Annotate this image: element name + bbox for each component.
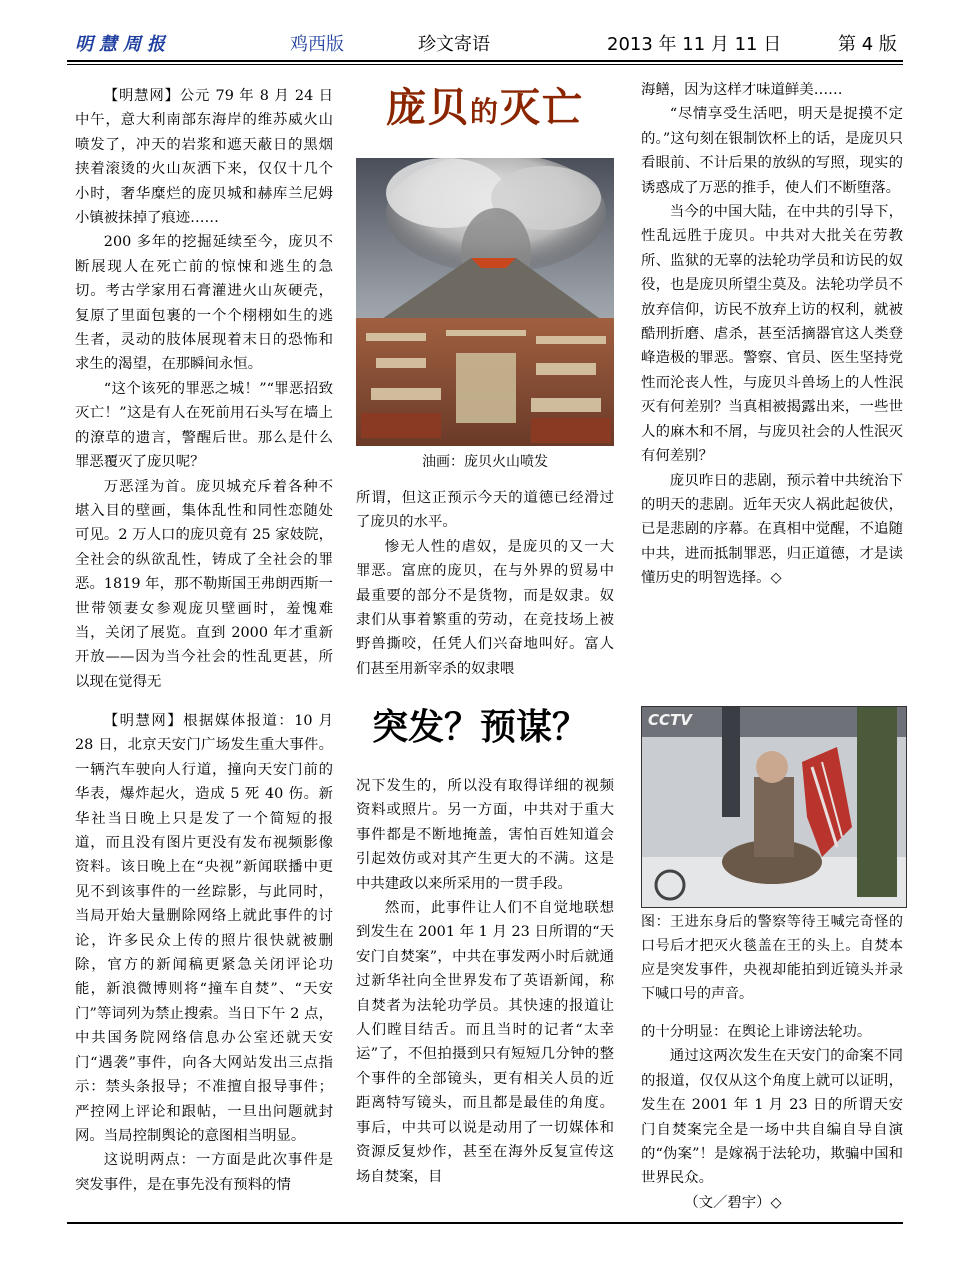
painting-caption: 油画：庞贝火山喷发 — [422, 454, 548, 470]
byline: （文／碧宇）◇ — [684, 1194, 782, 1211]
page-number: 第 4 版 — [838, 34, 897, 55]
paragraph: 况下发生的，所以没有取得详细的视频资料或照片。另一方面，中共对于重大事件都是不断地掩盖，害怕百姓知道会引起效仿或对其产生更大的不满。这是中共建政以来所采用的一贯手段。 — [356, 778, 614, 892]
paragraph: 惨无人性的虐奴，是庞贝的又一大罪恶。富庶的庞贝，在与外界的贸易中最重要的部分不是货物，而是奴隶。奴隶们从事着繁重的劳动，在竞技场上被野兽撕咬，任凭人们兴奋地叫好。富人们甚至用新宰杀的奴隶喂 — [356, 538, 614, 677]
paragraph: 然而，此事件让人们不自觉地联想到发生在 2001 年 1 月 23 日所谓的“天安门自焚案”，中共在事发两小时后就通过新华社向全世界发布了英语新闻，称自焚者为法轮功学员。其快速的报道让人们瞠目结舌。而且当时的记者“太幸运”了，不但拍摄到只有短短几分钟的整个事件的全部镜头，更有相关人员的近距离特写镜头，而且都是最佳的角度。事后，中共可以说是动用了一切媒体和资源反复炒作，甚至在海外反复宣传这场自焚案，目 — [356, 900, 614, 1185]
paragraph: 海鳝，因为这样才味道鲜美…… — [641, 82, 843, 98]
tiananmen-photo-svg — [642, 707, 906, 907]
section-label: 珍文寄语 — [418, 34, 490, 55]
footer-rule — [67, 1222, 903, 1224]
cctv-logo: CCTV — [648, 711, 692, 729]
title-part: 灭亡 — [500, 84, 584, 131]
paragraph: 通过这两次发生在天安门的命案不同的报道，仅仅从这个角度上就可以证明，发生在 2001 年 1 月 23 日的所谓天安门自焚案完全是一场中共自编自导自演的“伪案”！是嫁祸于法轮功，欺骗中国和世界民众。 — [641, 1048, 903, 1187]
volcano-painting-svg — [356, 158, 614, 446]
issue-date: 2013 年 11 月 11 日 — [607, 34, 782, 55]
article2-title: 突发？预谋？ — [371, 707, 588, 748]
header-rule-thin — [67, 64, 903, 65]
article1-column1 — [75, 84, 333, 694]
paragraph: 【明慧网】根据媒体报道：10 月 28 日，北京天安门广场发生重大事件。一辆汽车驶向人行道，撞向天安门前的华表，爆炸起火，造成 5 死 40 伤。新华社当日晚上只是发了一个简短的报道，而且没有图片更没有发布视频影像资料。该日晚上在“央视”新闻联播中更见不到该事件的一丝踪影，与此同时，当局开始大量删除网络上就此事件的讨论，许多民众上传的照片很快就被删除，官方的新闻稿更紧急关闭评论功能，新浪微博则将“撞车自焚”、“天安门”等词列为禁止搜索。当日下午 2 点，中共国务院网络信息办公室还就天安门“遇袭”事件，向各大网站发出三点指示：禁头条报导；不准擅自报导事件；严控网上评论和跟帖，一旦出问题就封网。当局控制舆论的意图相当明显。 — [75, 713, 333, 1144]
paragraph: 万恶淫为首。庞贝城充斥着各种不堪入目的壁画，集体乱性和同性恋随处可见。2 万人口的庞贝竟有 25 家妓院，全社会的纵欲乱性，铸成了全社会的罪恶。1819 年，那不勒斯国王弗朗西斯一世带领妻女参观庞贝壁画时，羞愧难当，关闭了展览。直到 2000 年才重新开放——因为当今社会的性乱更甚，所以现在觉得无 — [75, 478, 333, 690]
article1-title — [355, 80, 615, 140]
paragraph: 【明慧网】公元 79 年 8 月 24 日中午，意大利南部东海岸的维苏威火山喷发了，冲天的岩浆和遮天蔽日的黑烟挟着滚烫的火山灰洒下来，仅仅十几个小时，奢华糜烂的庞贝城和赫库兰尼姆小镇被抹掉了痕迹…… — [75, 88, 333, 227]
paragraph: “这个该死的罪恶之城！”“罪恶招致灭亡！”这是有人在死前用石头写在墙上的潦草的遗言，警醒后世。那么是什么罪恶覆灭了庞贝呢？ — [75, 380, 333, 471]
title-part: 的 — [469, 95, 500, 128]
paragraph: 当今的中国大陆，在中共的引导下，性乱远胜于庞贝。中共对大批关在劳教所、监狱的无辜的法轮功学员和访民的奴役，也是庞贝所望尘莫及。法轮功学员不放弃信仰，访民不放弃上访的权利，就被酷刑折磨、虐杀，甚至活摘器官这人类登峰造极的罪恶。警察、官员、医生坚持党性而沦丧人性，与庞贝斗兽场上的人性泯灭有何差别？当真相被揭露出来，一些世人的麻木和不屑，与庞贝社会的人性泯灭有何差别？ — [641, 204, 903, 465]
title-part: 庞贝 — [385, 84, 470, 131]
masthead: 明慧周报 — [75, 34, 171, 55]
paragraph: 这说明两点：一方面是此次事件是突发事件，是在事先没有预料的情 — [75, 1152, 333, 1193]
paragraph: 庞贝昨日的悲剧，预示着中共统治下的明天的悲剧。近年天灾人祸此起彼伏，已是悲剧的序幕。在真相中觉醒，不追随中共，进而抵制罪恶，归正道德，才是读懂历史的明智选择。◇ — [641, 472, 903, 587]
edition-label: 鸡西版 — [290, 34, 344, 55]
header-rule — [67, 60, 903, 62]
paragraph: 的十分明显：在舆论上诽谤法轮功。 — [641, 1024, 872, 1040]
article1-column3 — [641, 78, 903, 591]
article2-column3 — [641, 1020, 903, 1215]
photo-caption: 图：王进东身后的警察等待王喊完奇怪的口号后才把灭火毯盖在王的头上。自焚本应是突发事件，央视却能拍到近镜头并录下喊口号的声音。 — [641, 914, 903, 1002]
paragraph: “尽情享受生活吧，明天是捉摸不定的。”这句刻在银制饮杯上的话，是庞贝只看眼前、不计后果的放纵的写照，现实的诱惑成了万恶的推手，使人们不断堕落。 — [641, 106, 903, 196]
paragraph: 所谓，但这正预示今天的道德已经滑过了庞贝的水平。 — [356, 490, 614, 531]
article2-column1 — [75, 709, 333, 1197]
volcano-painting — [356, 158, 614, 446]
tiananmen-photo — [641, 706, 907, 908]
article2-column2 — [356, 774, 614, 1189]
paragraph: 200 多年的挖掘延续至今，庞贝不断展现人在死亡前的惊悚和逃生的急切。考古学家用石膏灌进火山灰硬壳，复原了里面包裹的一个个栩栩如生的逃生者，灵动的肢体展现着末日的恐怖和求生的渴望，在那瞬间永恒。 — [75, 234, 333, 373]
article1-column2 — [356, 486, 614, 681]
